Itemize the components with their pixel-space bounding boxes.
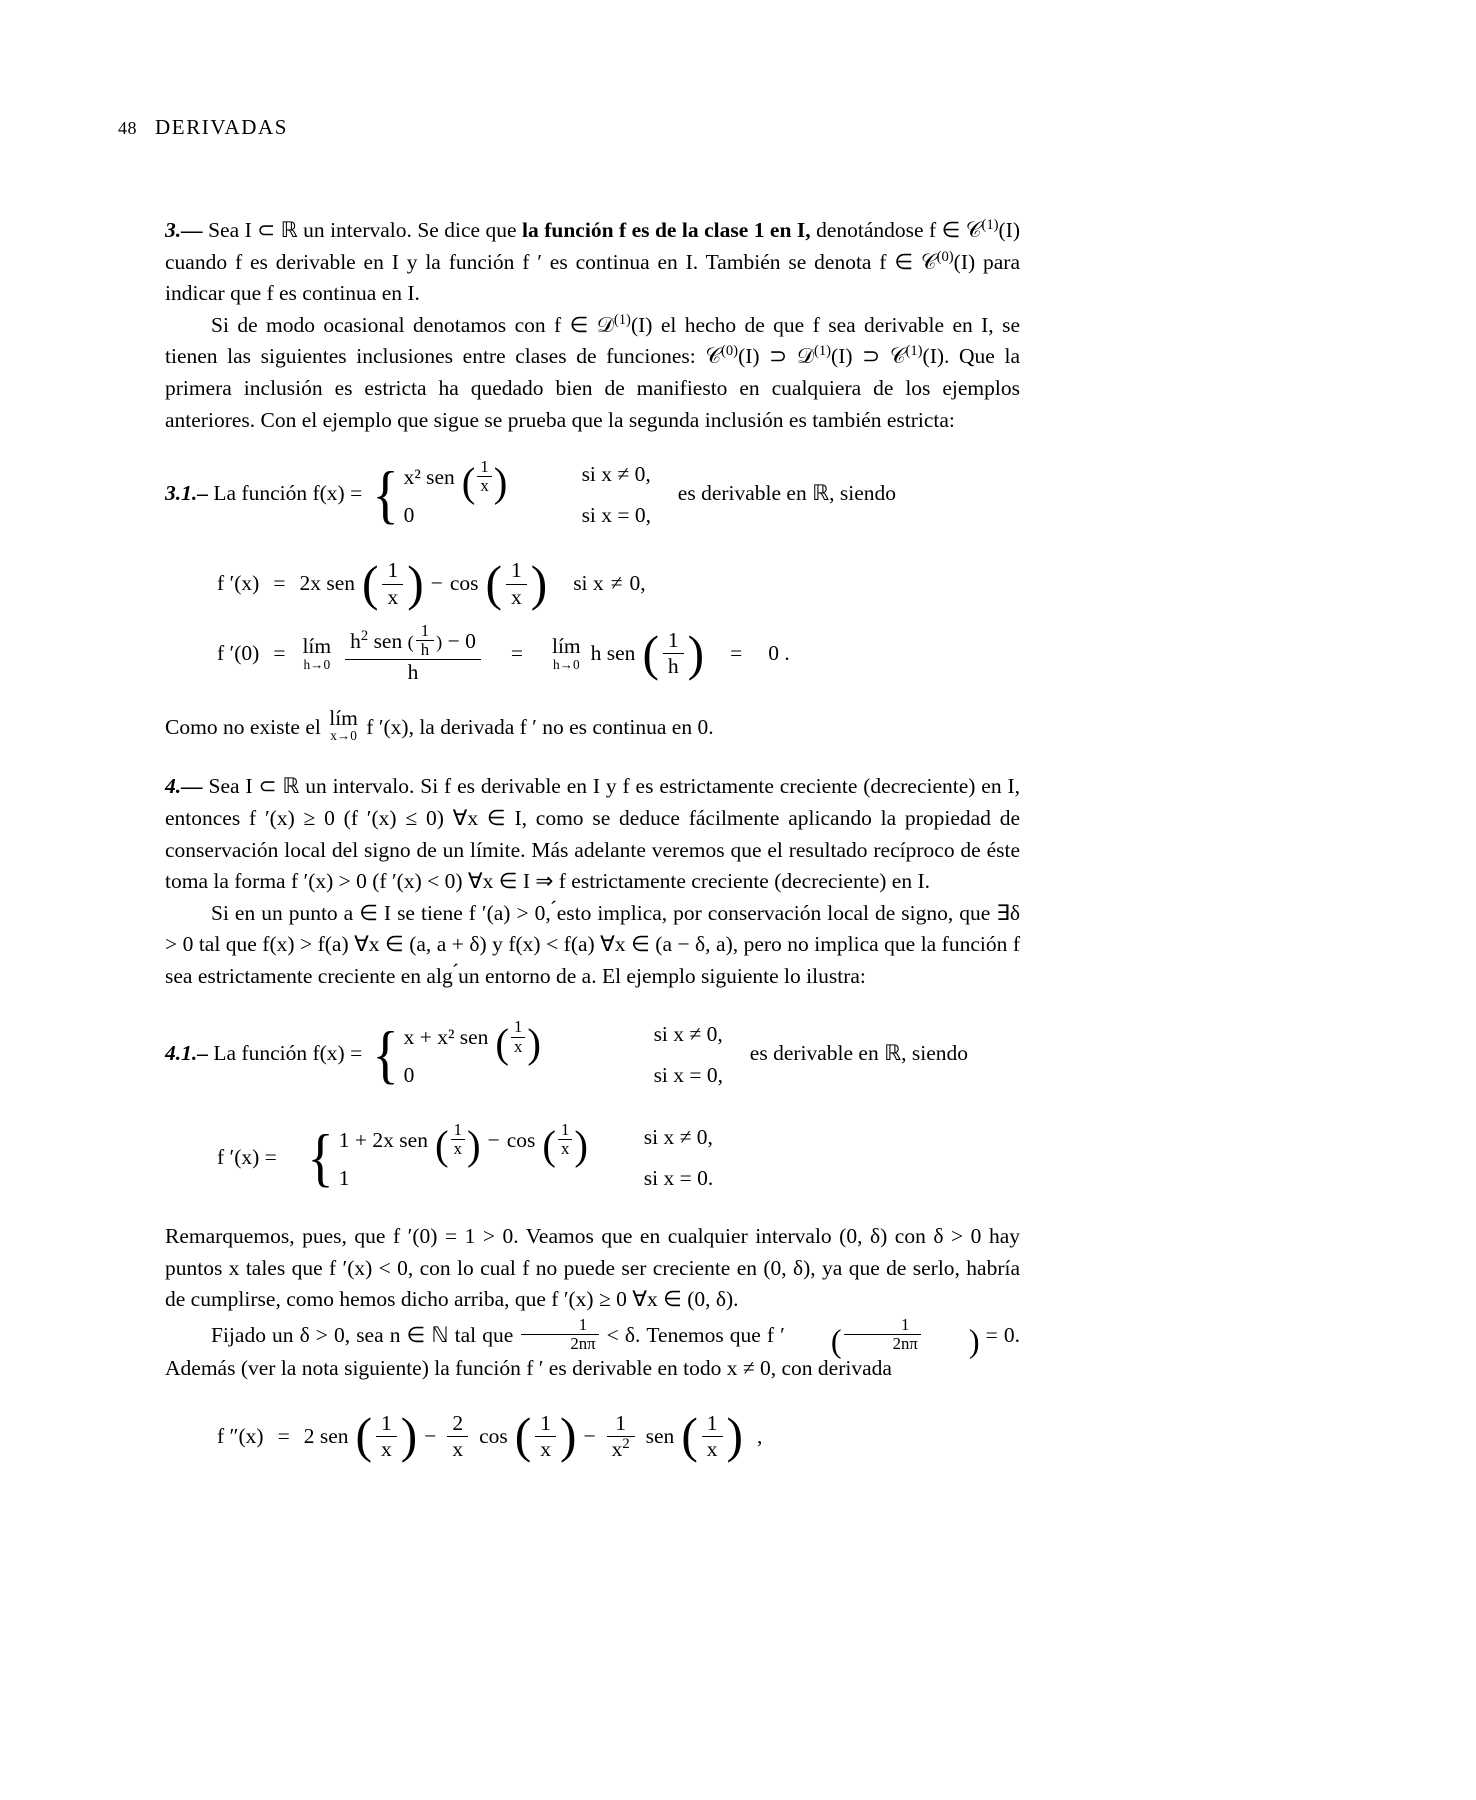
paragraph-item-4-fourth: Fijado un δ > 0, sea n ∈ ℕ tal que $\frac{1}{2n\pi}$ < δ. Tenemos que f ′ ( $\frac{1}{2n\pi}$ ) = 0. Además (ver la nota siguiente) la función f ′ es derivable en todo x ≠ 0, con derivada [165, 1314, 1020, 1380]
example-4-1 [165, 1018, 1020, 1092]
case-1-cond: si x ≠ 0, [581, 462, 651, 487]
equation-f-prime-0: f ′(0) = lím h→0 $h^2$ sen ( $\frac{1}{h}$ ) − 0 h = lím h→0 h sen ( $\frac{1}{h}$ ) = 0 . [217, 621, 790, 685]
item-3-bold-phrase: la función f es de la clase 1 en I, [522, 218, 811, 242]
case-2-cond: si x = 0, [581, 503, 652, 528]
paragraph-item-4-second [165, 898, 1020, 993]
case-2-cond: si x = 0, [653, 1063, 724, 1088]
item-3-number: 3.— [165, 218, 203, 242]
page-number: 48 [118, 118, 137, 138]
equation-f-second-derivative: f ″(x) = 2 sen ( $\frac{1}{x}$ ) − $\frac{2}{x}$ cos ( $\frac{1}{x}$ ) − $\frac{1}{x^2}$ sen ( $\frac{1}{x}$ ) , [217, 1408, 763, 1464]
case-2-cond: si x = 0. [643, 1165, 714, 1190]
piecewise-f-prime: { 1 + 2x sen ( $\frac{1}{x}$ ) − cos ( $\frac{1}{x}$ ) si x ≠ 0, 1 si x = 0. [305, 1121, 713, 1195]
item-4-text-2: Si en un punto a ∈ I se tiene f ′(a) > 0, ́esto implica, por conservación local de signo, que ∃δ > 0 tal que f(x) > f(a) ∀x ∈ (a, a + δ) y f(x) < f(a) ∀x ∈ (a − δ, a), pero no implica que la función f sea estrictamente creciente en alg ́un entorno de a. El ejemplo siguiente lo ilustra: [165, 900, 1020, 988]
document-body [165, 215, 1020, 1472]
paragraph-item-3-second: Si de modo ocasional denotamos con f ∈ 𝒟$^{(1)}$(I) el hecho de que f sea derivable en I, se tienen las siguientes inclusiones entre clases de funciones: 𝒞$^{(0)}$(I) ⊃ 𝒟$^{(1)}$(I) ⊃ 𝒞$^{(1)}$(I). Que la primera inclusión es estricta ha quedado bien de manifiesto en cualquiera de los ejemplos anteriores. Con el ejemplo que sigue se prueba que la segunda inclusión es también estricta: [165, 311, 1020, 432]
paragraph-item-4 [165, 771, 1020, 897]
item-4-text: Sea I ⊂ ℝ un intervalo. Si f es derivable en I y f es estrictamente creciente (decreciente) en I, entonces f ′(x) ≥ 0 (f ′(x) ≤ 0) ∀x ∈ I, como se deduce fácilmente aplicando la propiedad de conservación local del signo de un límite. Más adelante veremos que el resultado recíproco de éste toma la forma f ′(x) > 0 (f ′(x) < 0) ∀x ∈ I ⇒ f estrictamente creciente (decreciente) en I. [165, 774, 1020, 894]
case-1-expr: x² sen [403, 465, 455, 490]
page-header [118, 115, 288, 140]
item-3-1-lead: La función f(x) = [213, 481, 363, 506]
case-2-expr: 0 [403, 1063, 415, 1088]
piecewise-3-1: { x² sen ( $\frac{1}{x}$ ) si x ≠ 0, 0 si x = 0, [370, 458, 651, 532]
item-3-1-tail: es derivable en ℝ, siendo [677, 481, 897, 506]
case-2-expr: 0 [403, 503, 415, 528]
case-1-cond: si x ≠ 0, [653, 1022, 723, 1047]
case-1-cond: si x ≠ 0, [643, 1124, 713, 1149]
case-1-expr: x + x² sen [403, 1025, 489, 1050]
item-3-1-number: 3.1.– [165, 481, 208, 506]
equation-f-prime-piecewise [165, 1121, 1020, 1195]
paragraph-item-4-third [165, 1221, 1020, 1316]
item-4-1-lead: La función f(x) = [213, 1041, 363, 1066]
chapter-title: DERIVADAS [155, 115, 289, 139]
eq-lhs: f ′(x) = [217, 1145, 277, 1170]
brace-icon: { [371, 1019, 399, 1091]
equation-f-prime-x: f ′(x) = 2x sen ( $\frac{1}{x}$ ) − cos ( $\frac{1}{x}$ ) si x ≠ 0, [217, 555, 646, 611]
item-4-1-tail: es derivable en ℝ, siendo [749, 1041, 969, 1066]
paragraph-item-3-closing: Como no existe el lím x→0 f ′(x), la derivada f ′ no es continua en 0. [165, 705, 714, 744]
item-4-number: 4.— [165, 774, 203, 799]
brace-icon: { [307, 1121, 334, 1193]
brace-icon: { [371, 459, 399, 531]
item-4-text-3: Remarquemos, pues, que f ′(0) = 1 > 0. Veamos que en cualquier intervalo (0, δ) con δ > 0 hay puntos x tales que f ′(x) < 0, con lo cual f no puede ser creciente en (0, δ), ya que de serlo, habría de cumplirse, como hemos dicho arriba, que f ′(x) ≥ 0 ∀x ∈ (0, δ). [165, 1223, 1020, 1312]
paragraph-item-3 [165, 215, 1020, 310]
item-3-text-b: denotándose f ∈ 𝒞$^{(1)}$(I) cuando f es derivable en I y la función f ′ es continua en I. También se denota f ∈ 𝒞$^{(0)}$(I) para indicar que f es continua en I. [165, 216, 1020, 306]
piecewise-4-1: { x + x² sen ( $\frac{1}{x}$ ) si x ≠ 0, 0 si x = 0, [370, 1018, 723, 1092]
example-3-1 [165, 458, 1020, 532]
item-3-text-a: Sea I ⊂ ℝ un intervalo. Se dice que [208, 218, 517, 242]
item-4-1-number: 4.1.– [165, 1041, 208, 1066]
case-2-expr: 1 [338, 1165, 350, 1190]
